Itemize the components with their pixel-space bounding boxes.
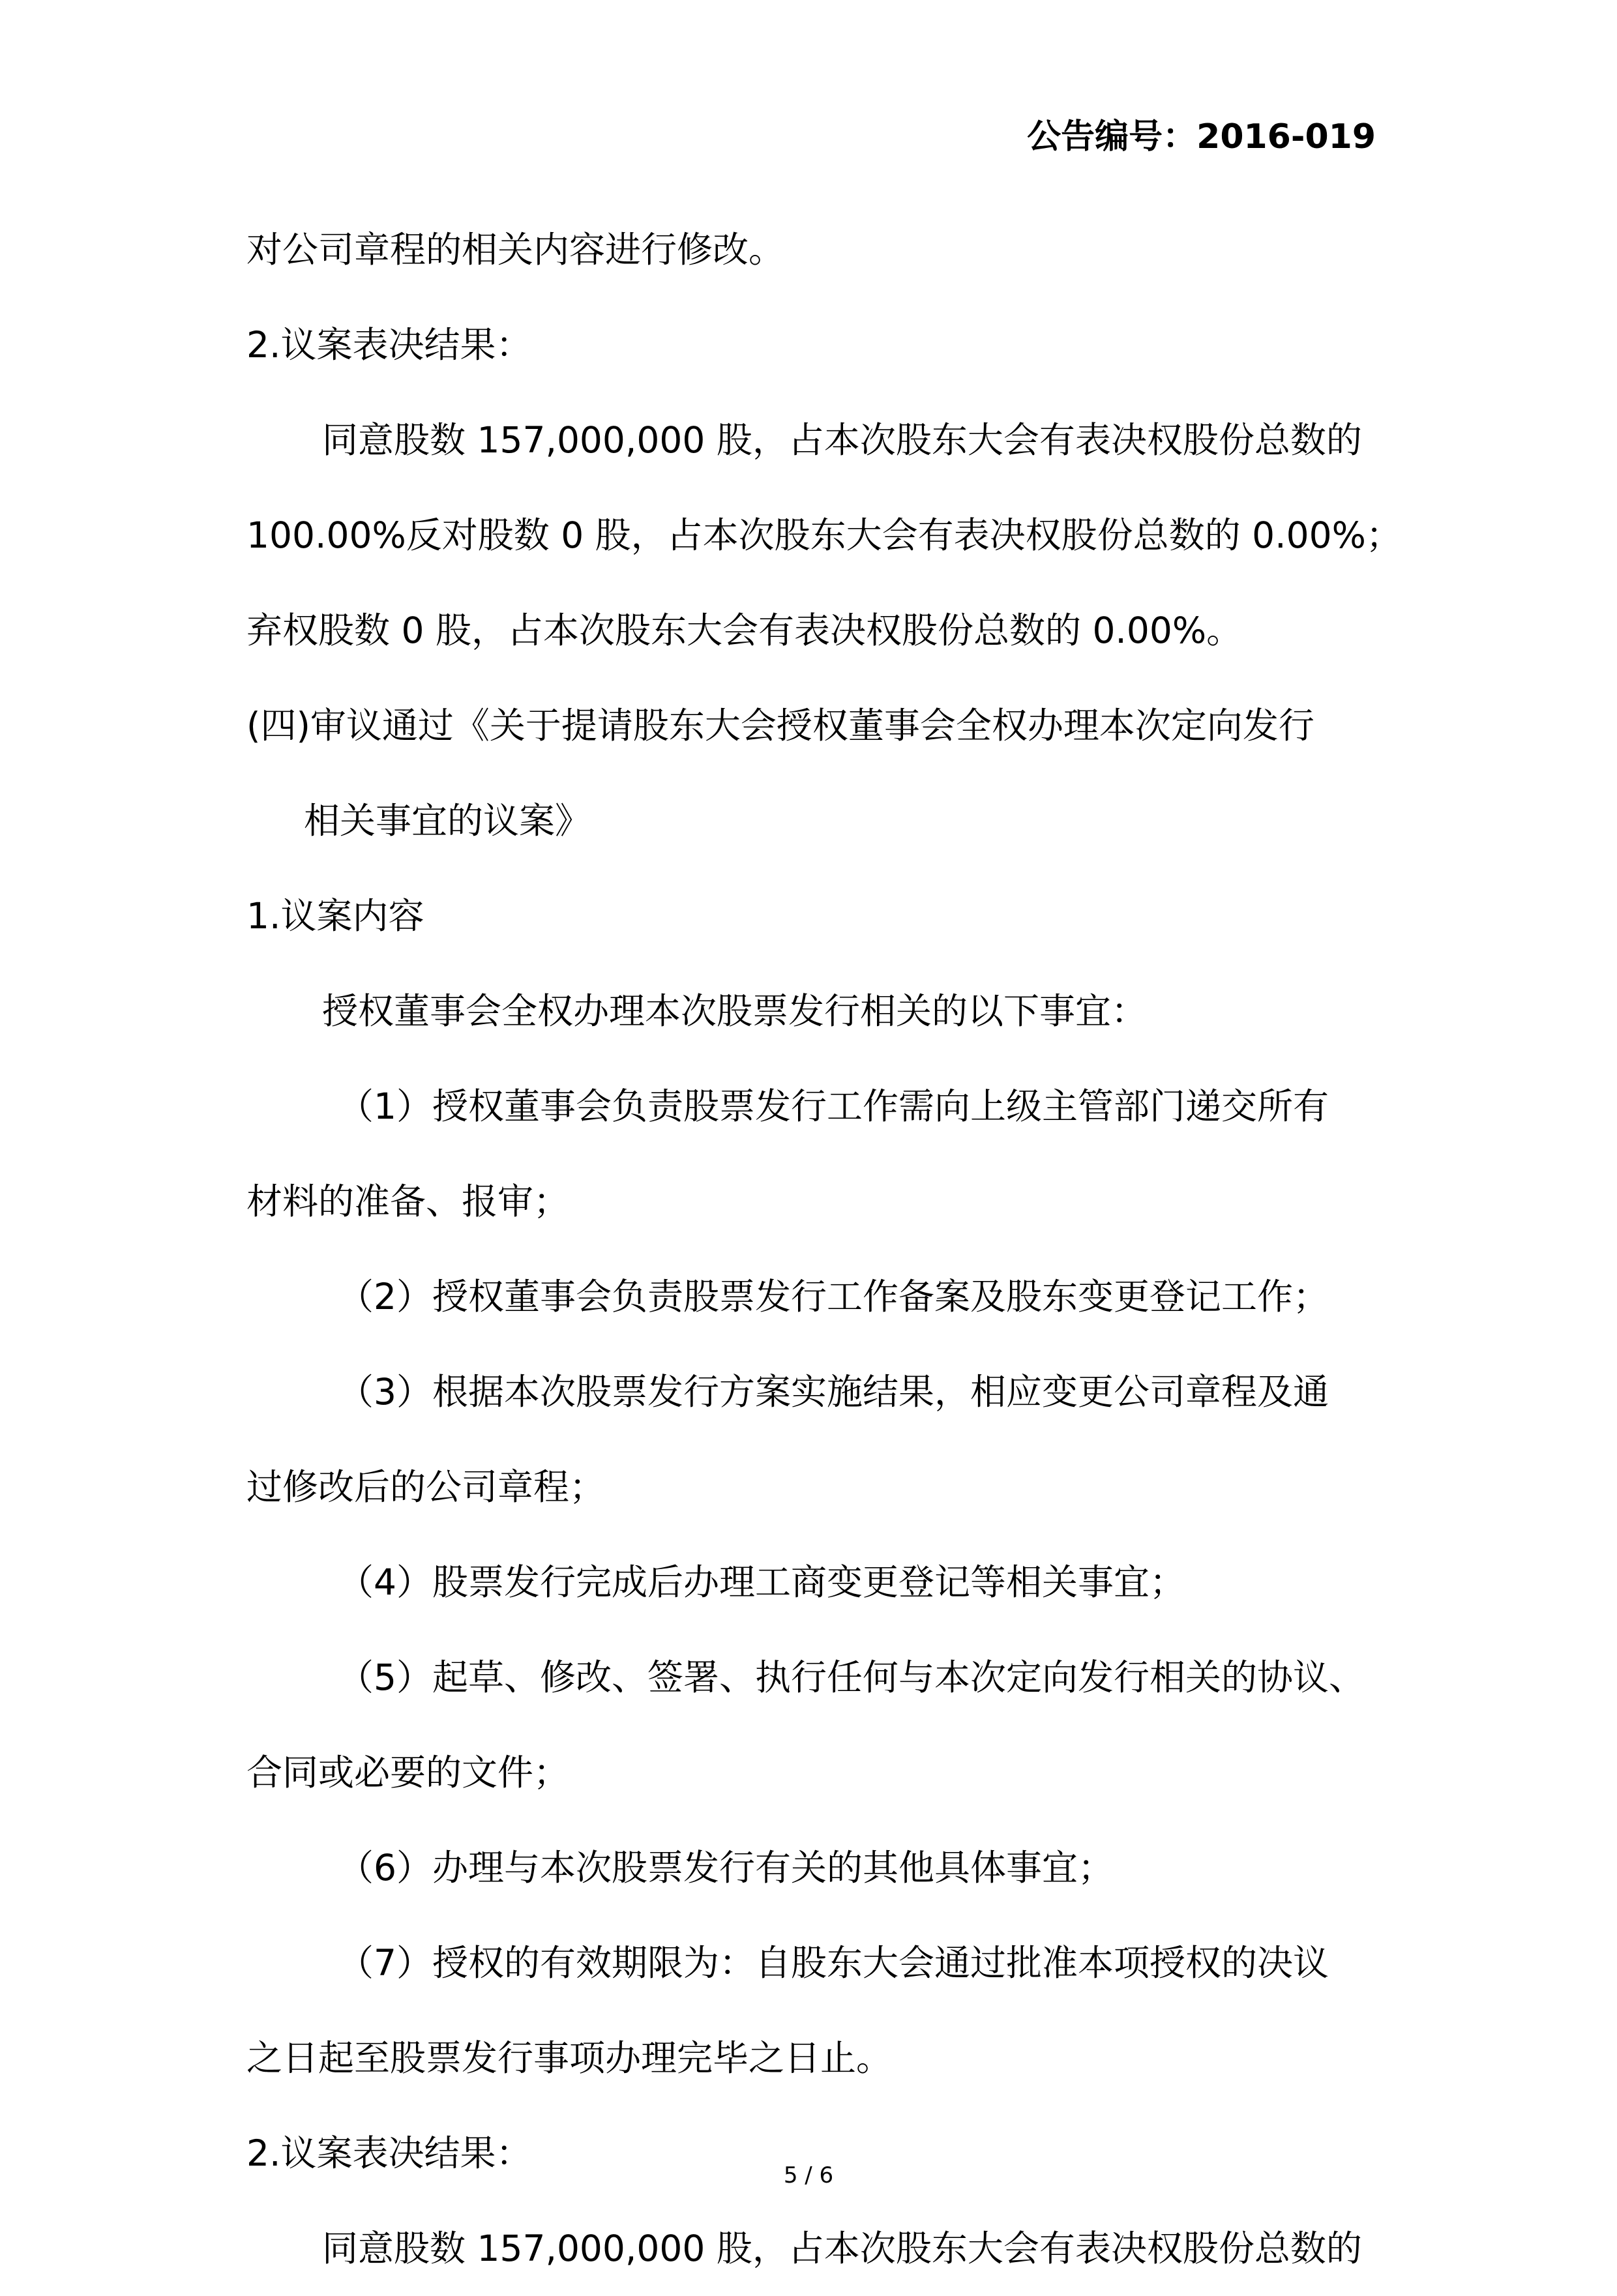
list-item: （3）根据本次股票发行方案实施结果，相应变更公司章程及通 — [338, 1371, 1329, 1413]
announcement-number: 公告编号：2016-019 — [1027, 117, 1376, 156]
section-heading: 1.议案内容 — [246, 895, 424, 937]
section-heading: 2.议案表决结果： — [246, 324, 532, 366]
list-item: （6）办理与本次股票发行有关的其他具体事宜； — [338, 1847, 1114, 1889]
list-item: （1）授权董事会负责股票发行工作需向上级主管部门递交所有 — [338, 1085, 1329, 1127]
document-body — [246, 202, 1402, 2296]
text-line: 过修改后的公司章程； — [246, 1466, 606, 1508]
text-line: 同意股数 157,000,000 股，占本次股东大会有表决权股份总数的 — [322, 419, 1362, 461]
page-number: 5 / 6 — [783, 2162, 834, 2188]
text-line: 之日起至股票发行事项办理完毕之日止。 — [246, 2037, 893, 2079]
list-item: （7）授权的有效期限为：自股东大会通过批准本项授权的决议 — [338, 1942, 1329, 1984]
text-line: 100.00%反对股数 0 股，占本次股东大会有表决权股份总数的 0.00%； — [246, 514, 1402, 556]
text-line: 材料的准备、报审； — [246, 1181, 570, 1222]
text-line: 授权董事会全权办理本次股票发行相关的以下事宜： — [322, 990, 1148, 1032]
list-item: （2）授权董事会负责股票发行工作备案及股东变更登记工作； — [338, 1276, 1329, 1317]
section-heading: 2.议案表决结果： — [246, 2132, 532, 2174]
list-item: （4）股票发行完成后办理工商变更登记等相关事宜； — [338, 1561, 1185, 1603]
text-line: 弃权股数 0 股，占本次股东大会有表决权股份总数的 0.00%。 — [246, 610, 1243, 651]
text-line: 对公司章程的相关内容进行修改。 — [246, 229, 785, 271]
text-line: 同意股数 157,000,000 股，占本次股东大会有表决权股份总数的 — [322, 2228, 1362, 2269]
section-heading: 相关事宜的议案》 — [304, 800, 591, 842]
section-heading: (四)审议通过《关于提请股东大会授权董事会全权办理本次定向发行 — [246, 705, 1314, 746]
text-line: 合同或必要的文件； — [246, 1752, 570, 1793]
list-item: （5）起草、修改、签署、执行任何与本次定向发行相关的协议、 — [338, 1656, 1365, 1698]
